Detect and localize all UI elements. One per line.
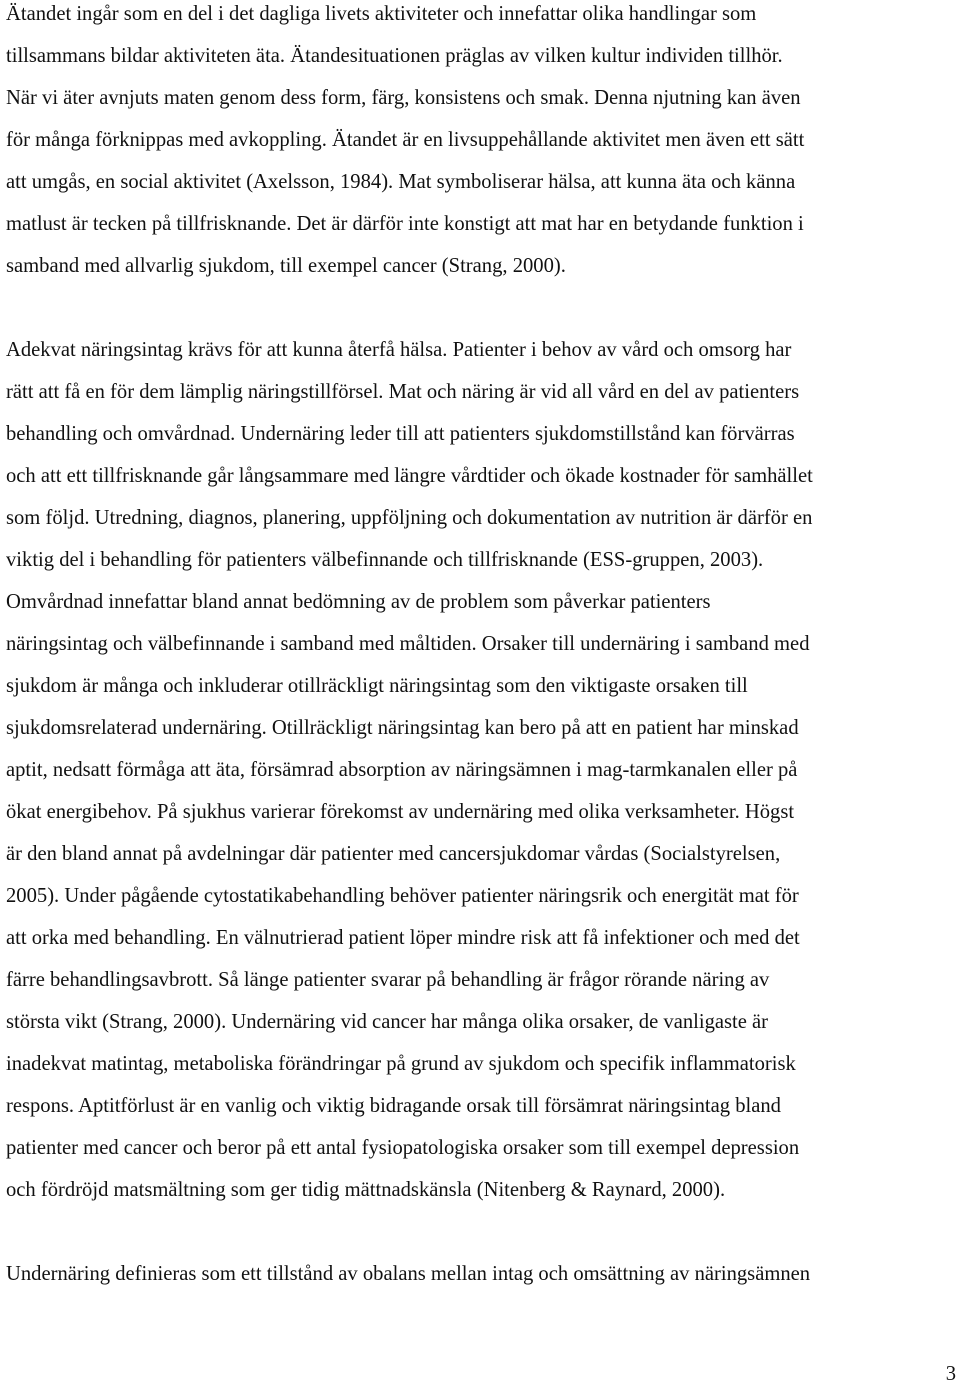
text-line: är den bland annat på avdelningar där patienter med cancersjukdomar vårdas (Socialstyrelsen,	[6, 843, 781, 865]
text-line: och fördröjd matsmältning som ger tidig mättnadskänsla (Nitenberg & Raynard, 2000).	[6, 1179, 726, 1201]
paragraph-malnutrition-definition	[6, 1253, 958, 1295]
text-line: ökat energibehov. På sjukhus varierar förekomst av undernäring med olika verksamheter. Högst	[6, 801, 795, 823]
text-line: Adekvat näringsintag krävs för att kunna återfå hälsa. Patienter i behov av vård och omsorg har	[6, 339, 792, 361]
text-line: största vikt (Strang, 2000). Undernäring vid cancer har många olika orsaker, de vanligaste är	[6, 1011, 769, 1033]
text-line: samband med allvarlig sjukdom, till exempel cancer (Strang, 2000).	[6, 255, 566, 277]
text-line: rätt att få en för dem lämplig näringstillförsel. Mat och näring är vid all vård en del av patienters	[6, 381, 800, 403]
text-line: Omvårdnad innefattar bland annat bedömning av de problem som påverkar patienters	[6, 591, 711, 613]
text-line: aptit, nedsatt förmåga att äta, försämrad absorption av näringsämnen i mag-tarmkanalen eller på	[6, 759, 798, 781]
document-page	[6, 0, 958, 1295]
text-line: respons. Aptitförlust är en vanlig och viktig bidragande orsak till försämrat näringsintag bland	[6, 1095, 781, 1117]
text-line: att orka med behandling. En välnutrierad patient löper mindre risk att få infektioner och med det	[6, 927, 800, 949]
text-line: Undernäring definieras som ett tillstånd av obalans mellan intag och omsättning av näringsämnen	[6, 1263, 811, 1285]
text-line: matlust är tecken på tillfrisknande. Det är därför inte konstigt att mat har en betydande funktion i	[6, 213, 804, 235]
text-line: sjukdomsrelaterad undernäring. Otillräckligt näringsintag kan bero på att en patient har minskad	[6, 717, 799, 739]
text-line: När vi äter avnjuts maten genom dess form, färg, konsistens och smak. Denna njutning kan även	[6, 87, 801, 109]
page-number: 3	[945, 1363, 956, 1385]
text-line: för många förknippas med avkoppling. Ätandet är en livsuppehållande aktivitet men även ett sätt	[6, 129, 805, 151]
text-line: att umgås, en social aktivitet (Axelsson, 1984). Mat symboliserar hälsa, att kunna äta och känna	[6, 171, 796, 193]
text-line: patienter med cancer och beror på ett antal fysiopatologiska orsaker som till exempel depression	[6, 1137, 800, 1159]
paragraph-eating-activity	[6, 0, 958, 287]
text-line: som följd. Utredning, diagnos, planering, uppföljning och dokumentation av nutrition är därför en	[6, 507, 813, 529]
text-line: viktig del i behandling för patienters välbefinnande och tillfrisknande (ESS-gruppen, 2003).	[6, 549, 764, 571]
text-line: behandling och omvårdnad. Undernäring leder till att patienters sjukdomstillstånd kan förvärras	[6, 423, 795, 445]
paragraph-spacer	[6, 287, 958, 329]
text-line: och att ett tillfrisknande går långsammare med längre vårdtider och ökade kostnader för samhället	[6, 465, 813, 487]
text-line: inadekvat matintag, metaboliska förändringar på grund av sjukdom och specifik inflammatorisk	[6, 1053, 796, 1075]
text-line: 2005). Under pågående cytostatikabehandling behöver patienter näringsrik och energität mat för	[6, 885, 799, 907]
text-line: färre behandlingsavbrott. Så länge patienter svarar på behandling är frågor rörande näring av	[6, 969, 770, 991]
text-line: Ätandet ingår som en del i det dagliga livets aktiviteter och innefattar olika handlingar som	[6, 3, 757, 25]
paragraph-nutrition-intake	[6, 329, 958, 1211]
paragraph-spacer	[6, 1211, 958, 1253]
text-line: näringsintag och välbefinnande i samband med måltiden. Orsaker till undernäring i samband med	[6, 633, 810, 655]
text-line: sjukdom är många och inkluderar otillräckligt näringsintag som den viktigaste orsaken till	[6, 675, 748, 697]
text-line: tillsammans bildar aktiviteten äta. Ätandesituationen präglas av vilken kultur individen tillhör.	[6, 45, 783, 67]
